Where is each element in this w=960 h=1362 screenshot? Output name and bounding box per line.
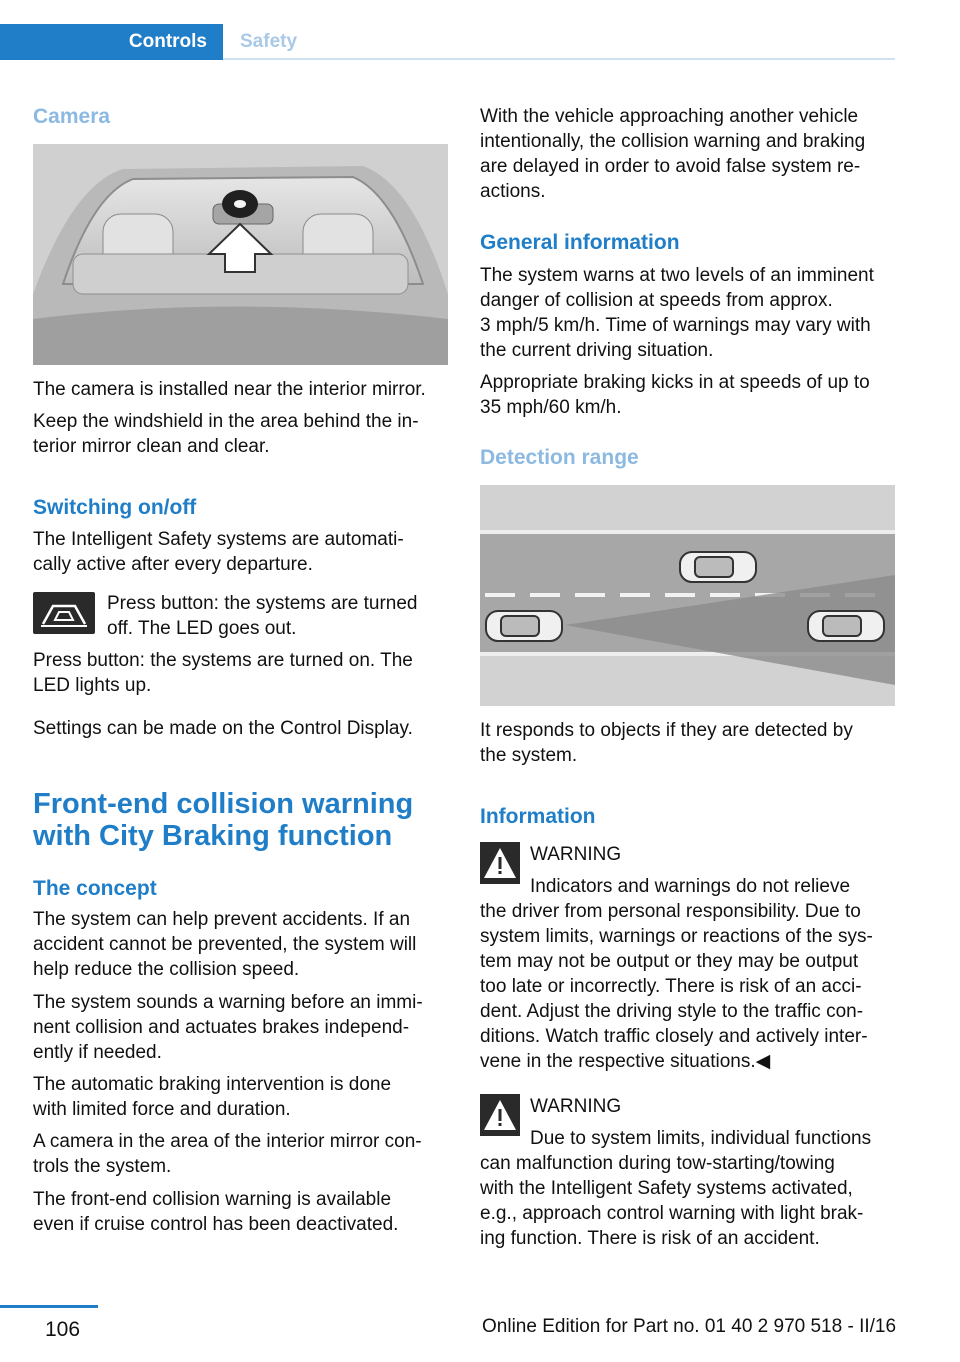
camera-paragraph-2b: terior mirror clean and clear. xyxy=(33,436,270,457)
detection-p1b: the system. xyxy=(480,745,578,766)
warning-1-line-f: dent. Adjust the driving style to the traffic con‐ xyxy=(480,1001,864,1022)
switching-heading: Switching on/off xyxy=(33,496,197,519)
camera-location-figure xyxy=(33,144,448,365)
warning-1-title: WARNING xyxy=(530,844,622,865)
general-p1c: 3 mph/5 km/h. Time of warnings may vary with xyxy=(480,315,871,336)
concept-p4a: A camera in the area of the interior mirror con‐ xyxy=(33,1131,422,1152)
concept-p1b: accident cannot be prevented, the system will xyxy=(33,934,417,955)
tab-controls[interactable]: Controls xyxy=(0,24,223,60)
button-off-text-b: off. The LED goes out. xyxy=(107,618,297,639)
intro-p1d: actions. xyxy=(480,181,546,202)
intro-p1a: With the vehicle approaching another vehicle xyxy=(480,106,859,127)
general-p2b: 35 mph/60 km/h. xyxy=(480,397,622,418)
concept-p4b: trols the system. xyxy=(33,1156,172,1177)
concept-p3a: The automatic braking intervention is done xyxy=(33,1074,392,1095)
camera-paragraph-2a: Keep the windshield in the area behind the in‐ xyxy=(33,411,419,432)
warning-1-line-h: vene in the respective situations.◀ xyxy=(480,1051,771,1072)
button-off-text-a: Press button: the systems are turned xyxy=(107,593,418,614)
concept-p1a: The system can help prevent accidents. If an xyxy=(33,909,411,930)
main-heading-line-2: with City Braking function xyxy=(33,820,393,852)
switching-paragraph-1b: cally active after every departure. xyxy=(33,554,313,575)
general-p2a: Appropriate braking kicks in at speeds of up to xyxy=(480,372,870,393)
switching-paragraph-3: Settings can be made on the Control Display. xyxy=(33,718,413,739)
edition-text: Online Edition for Part no. 01 40 2 970 518 - II/16 xyxy=(482,1316,897,1337)
information-heading: Information xyxy=(480,805,596,828)
intro-p1c: are delayed in order to avoid false system re‐ xyxy=(480,156,861,177)
general-p1a: The system warns at two levels of an imminent xyxy=(480,265,874,286)
switching-paragraph-1a: The Intelligent Safety systems are automati‐ xyxy=(33,529,404,550)
page-number: 106 xyxy=(45,1318,81,1341)
warning-2-line-e: ing function. There is risk of an accident. xyxy=(480,1228,820,1249)
concept-heading: The concept xyxy=(33,877,157,900)
concept-p1c: help reduce the collision speed. xyxy=(33,959,300,980)
header-tabs xyxy=(0,24,895,60)
tab-divider xyxy=(223,58,895,60)
switching-paragraph-2b: LED lights up. xyxy=(33,675,152,696)
concept-p5a: The front-end collision warning is available xyxy=(33,1189,392,1210)
camera-paragraph-1: The camera is installed near the interior mirror. xyxy=(33,379,426,400)
road-detection-illustration xyxy=(480,485,895,706)
intro-p1b: intentionally, the collision warning and braking xyxy=(480,131,866,152)
detected-vehicle xyxy=(808,611,884,641)
switching-paragraph-2a: Press button: the systems are turned on. The xyxy=(33,650,413,671)
concept-p5b: even if cruise control has been deactivated. xyxy=(33,1214,399,1235)
general-p1d: the current driving situation. xyxy=(480,340,714,361)
warning-1-line-c: system limits, warnings or reactions of the sys‐ xyxy=(480,926,873,947)
concept-p2a: The system sounds a warning before an immi‐ xyxy=(33,992,423,1013)
warning-2-line-d: e.g., approach control warning with light brak‐ xyxy=(480,1203,864,1224)
own-vehicle xyxy=(486,611,562,641)
concept-p2c: ently if needed. xyxy=(33,1042,162,1063)
intelligent-safety-button-icon xyxy=(33,592,95,634)
detection-range-figure xyxy=(480,485,895,706)
warning-2-line-b: can malfunction during tow-starting/towing xyxy=(480,1153,835,1174)
concept-p3b: with limited force and duration. xyxy=(33,1099,291,1120)
car-interior-illustration xyxy=(33,144,448,365)
warning-2-title: WARNING xyxy=(530,1096,622,1117)
warning-2-line-c: with the Intelligent Safety systems activated, xyxy=(480,1178,853,1199)
main-heading-line-1: Front-end collision warning xyxy=(33,788,414,820)
camera-heading: Camera xyxy=(33,105,111,128)
warning-1-line-b: the driver from personal responsibility. Due to xyxy=(480,901,861,922)
warning-1-line-e: too late or incorrectly. There is risk of an acci‐ xyxy=(480,976,862,997)
warning-icon xyxy=(480,842,520,884)
warning-2-line-a: Due to system limits, individual functions xyxy=(530,1128,872,1149)
detection-p1a: It responds to objects if they are detected by xyxy=(480,720,853,741)
tab-safety[interactable]: Safety xyxy=(240,31,298,52)
concept-p2b: nent collision and actuates brakes independ‐ xyxy=(33,1017,410,1038)
general-p1b: danger of collision at speeds from approx. xyxy=(480,290,833,311)
general-heading: General information xyxy=(480,231,680,254)
vehicle-ahead-top xyxy=(680,552,756,582)
detection-heading: Detection range xyxy=(480,446,639,469)
footer-accent-line xyxy=(0,1305,98,1308)
warning-1-line-a: Indicators and warnings do not relieve xyxy=(530,876,851,897)
warning-icon xyxy=(480,1094,520,1136)
warning-1-line-d: tem may not be output or they may be output xyxy=(480,951,859,972)
warning-1-line-g: ditions. Watch traffic closely and actively inter‐ xyxy=(480,1026,868,1047)
